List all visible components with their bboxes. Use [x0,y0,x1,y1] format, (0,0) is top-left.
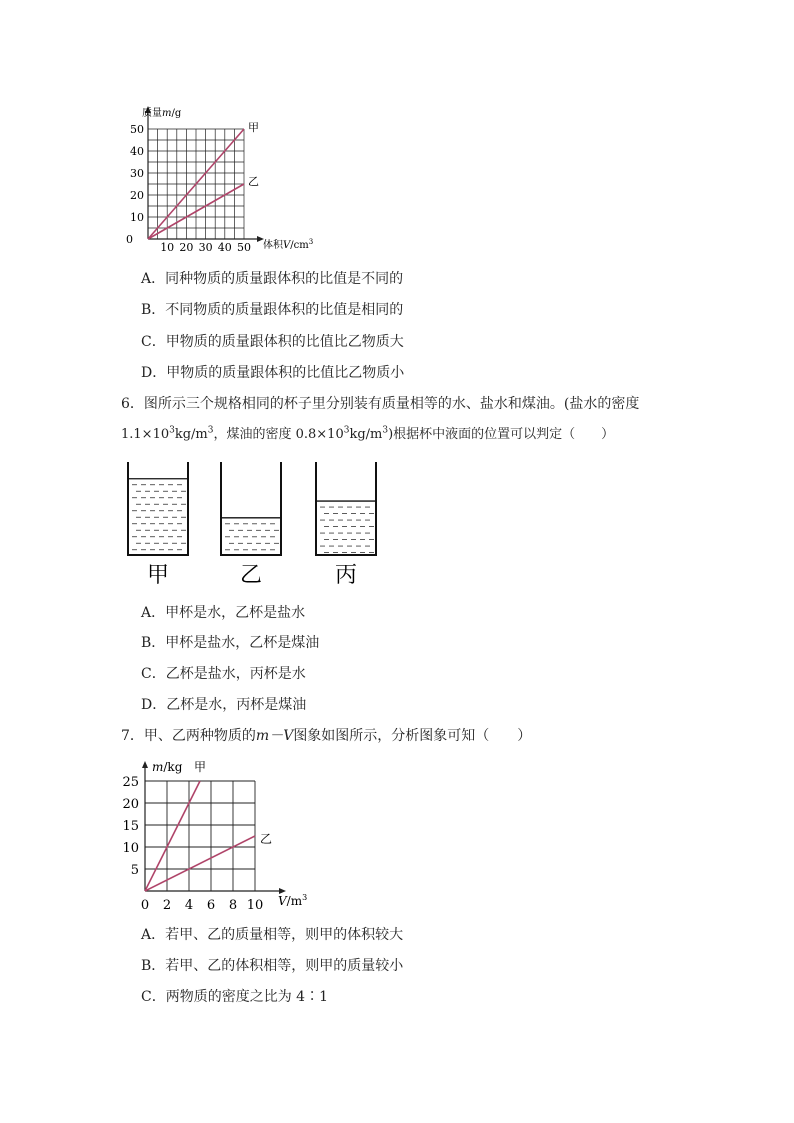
q5-option-c: C．甲物质的质量跟体积的比值比乙物质大 [141,334,404,350]
chart2-x-tick-label: 4 [184,898,194,913]
cup-outline-2 [316,462,376,555]
chart2-x-axis-label: $V/m^3$ [278,893,308,908]
cup-label-b: 乙 [239,563,263,588]
chart1-y-tick-label: 0 [126,233,133,246]
mass-volume-chart-1 [120,100,320,260]
q7-stem: 7．甲、乙两种物质的m－V图象如图所示，分析图象可知（ ） [121,728,532,744]
chart2-x-tick-labels [141,898,263,913]
chart1-x-tick-labels [160,241,251,254]
q6-option-a: A．甲杯是水，乙杯是盐水 [141,605,306,621]
chart2-y-tick-label: 25 [122,775,139,790]
q5-option-d: D．甲物质的质量跟体积的比值比乙物质小 [141,365,405,381]
chart2-x-tick-label: 2 [162,898,172,913]
chart2-y-tick-labels [122,775,139,878]
chart1-x-tick-label: 30 [198,241,213,254]
chart2-y-tick-label: 10 [122,841,139,856]
chart2-x-tick-label: 0 [140,898,150,913]
chart1-y-axis-label: 质量m/g [142,108,182,119]
chart1-y-tick-label: 50 [130,123,144,136]
chart1-x-tick-label: 40 [217,241,232,254]
chart2-x-tick-label: 6 [206,898,216,913]
q5-option-b: B．不同物质的质量跟体积的比值是相同的 [141,302,404,318]
q6-option-d: D．乙杯是水，丙杯是煤油 [141,697,307,713]
chart1-series-b-label: 乙 [248,175,259,188]
chart1-y-tick-label: 20 [130,189,144,202]
chart2-series-a-label: 甲 [194,760,207,774]
chart1-y-tick-label: 30 [130,167,144,180]
chart2-y-axis-label: m/kg [152,760,183,774]
chart2-grid [145,781,255,891]
q7-option-a: A．若甲、乙的质量相等，则甲的体积较大 [141,927,404,943]
q6-option-b: B．甲杯是盐水，乙杯是煤油 [141,635,320,651]
chart1-x-tick-label: 50 [237,241,251,254]
chart2-y-tick-label: 20 [122,797,139,812]
chart1-x-tick-label: 10 [160,241,175,254]
chart2-series-b-label: 乙 [260,832,273,846]
q6-option-c: C．乙杯是盐水，丙杯是水 [141,666,306,682]
chart1-y-tick-labels [126,123,144,246]
chart2-series-line-0 [145,781,200,891]
chart2-y-tick-label: 15 [122,819,139,834]
cup-outline-1 [221,462,281,555]
chart1-series-a-label: 甲 [248,121,259,134]
mass-volume-chart-2 [110,755,310,915]
q7-option-c: C．两物质的密度之比为 4∶1 [141,989,328,1005]
chart1-x-tick-label: 20 [179,241,194,254]
chart1-y-tick-label: 40 [130,145,144,158]
q7-option-b: B．若甲、乙的体积相等，则甲的质量较小 [141,958,404,974]
chart2-y-tick-label: 5 [130,863,139,878]
chart2-x-tick-label: 10 [246,898,264,913]
cup-label-c: 丙 [334,563,358,588]
chart2-lines [145,781,255,891]
chart1-y-tick-label: 10 [130,211,144,224]
chart2-y-arrow [142,761,148,768]
q5-option-a: A．同种物质的质量跟体积的比值是不同的 [141,271,404,287]
cup-outline-0 [128,462,188,555]
chart2-series-line-1 [145,836,255,891]
q6-stem-line2: $1.1\times 10^3kg/m^3$，煤油的密度 $0.8\times 10^3kg/m^3$)根据杯中液面的位置可以判定（ ） [121,425,615,442]
q6-stem-line1: 6．图所示三个规格相同的杯子里分别装有质量相等的水、盐水和煤油。(盐水的密度 [121,396,640,412]
chart2-x-tick-label: 8 [228,898,238,913]
three-cups-figure [120,455,390,590]
cup-label-a: 甲 [146,563,170,588]
chart1-x-axis-label: 体积$V/cm^3$ [263,238,314,251]
